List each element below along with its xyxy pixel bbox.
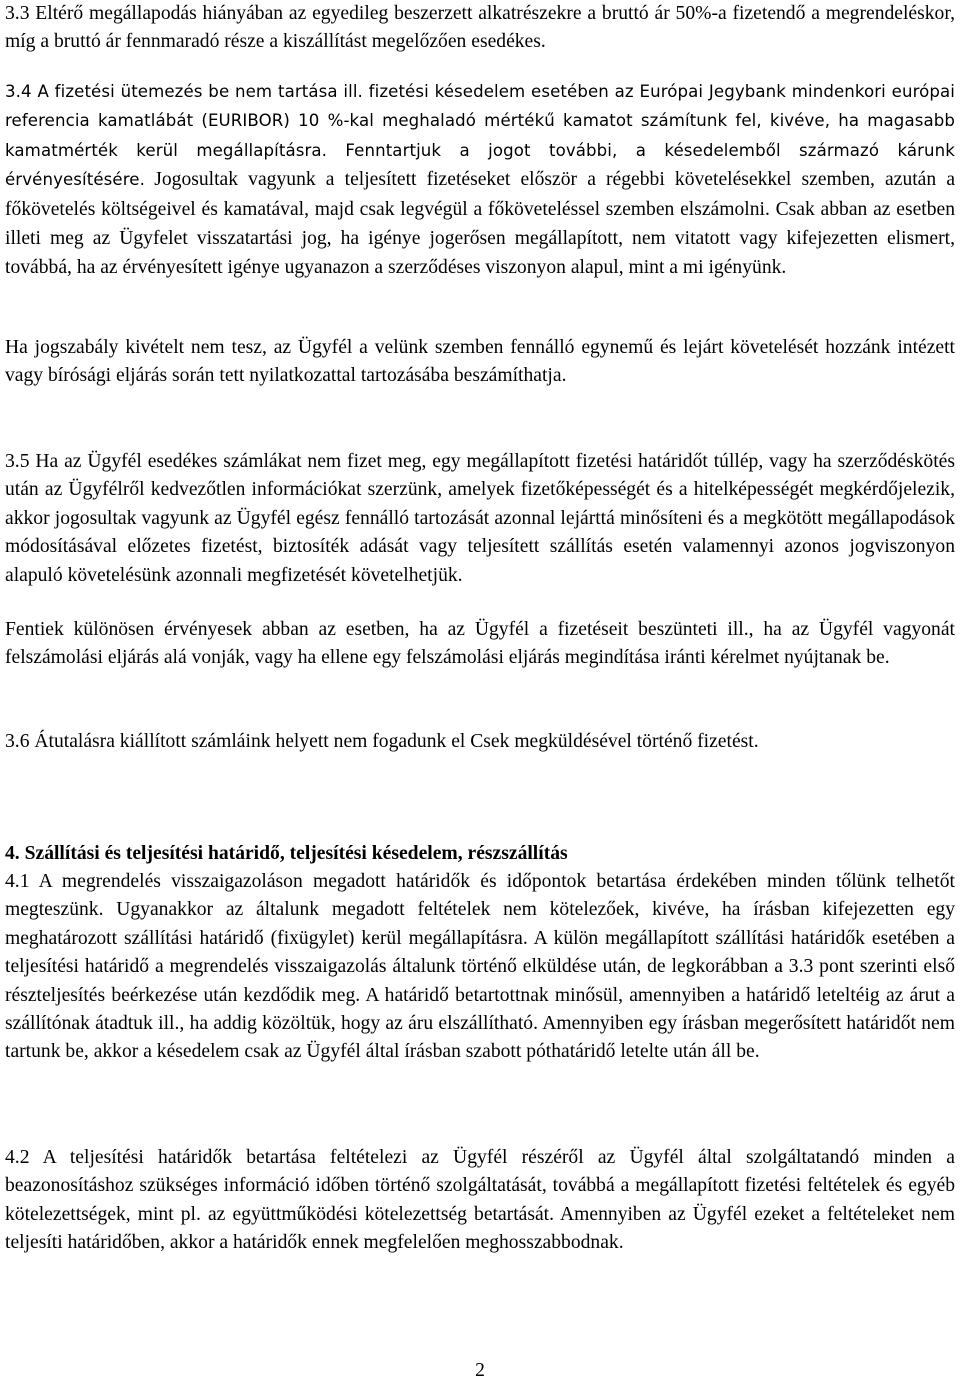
paragraph-3-5-insolvency: Fentiek különösen érvényesek abban az esetben, ha az Ügyfél a fizetéseit beszünteti ill., ha az Ügyfél vagyonát felszámolási eljárás alá vonják, vagy ha ellene egy felszámolási eljárás megindítása iránti kérelmet nyújtanak be. bbox=[5, 619, 955, 669]
paragraph-4-2: 4.2 A teljesítési határidők betartása feltételezi az Ügyfél részéről az Ügyfél által szolgáltatandó minden a beazonosításhoz szükséges információ időben történő szolgáltatását, továbbá a megállapított fizetési feltételek és egyéb kötelezettségek, mint pl. az együttműködési kötelezettség betartását. Amennyiben az Ügyfél ezeket a feltételeket nem teljesíti határidőben, akkor a határidők ennek megfelelően meghosszabbodnak. bbox=[5, 1147, 955, 1254]
section-4-heading: 4. Szállítási és teljesítési határidő, teljesítési késedelem, részszállítás bbox=[5, 843, 568, 864]
page-number: 2 bbox=[475, 1360, 485, 1381]
paragraph-4-1: 4.1 A megrendelés visszaigazoláson megadott határidők és időpontok betartása érdekében minden tőlünk telhetőt megteszünk. Ugyanakkor az általunk megadott feltételek nem kötelezőek, kivéve, ha írásban kifejezetten egy meghatározott szállítási határidő (fixügylet) kerül megállapításra. A külön megállapított szállítási határidők esetében a teljesítési határidő a megrendelés visszaigazolás általunk történő elküldése után, de legkorábban a 3.3 pont szerinti első részteljesítés beérkezése után kezdődik meg. A határidő betartottnak minősül, amennyiben a határidő leteltéig az árut a szállítónak átadtuk ill., ha addig közöltük, hogy az áru elszállítható. Amennyiben egy írásban megerősített határidőt nem tartunk be, akkor a késedelem csak az Ügyfél által írásban szabott póthatáridő letelte után áll be. bbox=[5, 871, 955, 1063]
paragraph-3-6: 3.6 Átutalásra kiállított számláink helyett nem fogadunk el Csek megküldésével történő fizetést. bbox=[5, 731, 759, 752]
paragraph-3-4-set-off: Ha jogszabály kivételt nem tesz, az Ügyfél a velünk szemben fennálló egynemű és lejárt követelését hozzánk intézett vagy bírósági eljárás során tett nyilatkozattal tartozásába beszámíthatja. bbox=[5, 337, 955, 387]
paragraph-3-4-sans: 3.4 A fizetési ütemezés be nem tartása ill. fizetési késedelem esetében az Európai Jegybank mindenkori európai referencia kamatlábát (EURIBOR) 10 %-kal meghaladó mértékű kamatot számítunk fel, kivéve, ha magasabb kamatmérték kerül megállapításra. Fenntartjuk a jogot további, a késedelemből származó kárunk érvényesítésére. bbox=[5, 82, 955, 190]
paragraph-3-3: 3.3 Eltérő megállapodás hiányában az egyedileg beszerzett alkatrészekre a bruttó ár 50%-a fizetendő a megrendeléskor, míg a bruttó ár fennmaradó része a kiszállítást megelőzően esedékes. bbox=[5, 3, 955, 53]
paragraph-3-4-serif: Jogosultak vagyunk a teljesített fizetéseket először a régebbi követelésekkel szemben, azután a főkövetelés költségeivel és kamatával, majd csak legvégül a főköveteléssel szemben elszámolni. Csak abban az esetben illeti meg az Ügyfelet visszatartási jog, ha igénye jogerősen megállapított, nem vitatott vagy kifejezetten elismert, továbbá, ha az érvényesített igénye ugyanazon a szerződéses viszonyon alapul, mint a mi igényünk. bbox=[5, 169, 956, 279]
paragraph-3-4-mixed bbox=[5, 78, 955, 284]
paragraph-3-5: 3.5 Ha az Ügyfél esedékes számlákat nem fizet meg, egy megállapított fizetési határidőt túllép, vagy ha szerződéskötés után az Ügyfélről kedvezőtlen információkat szerzünk, amelyek fizetőképességét és a hitelképességét megkérdőjelezik, akkor jogosultak vagyunk az Ügyfél egész fennálló tartozását azonnal lejárttá minősíteni és a megkötött megállapodások módosításával előzetes fizetést, biztosíték adását vagy teljesített szállítás esetén valamennyi azonos jogviszonyon alapuló követelésünk azonnali megfizetését követelhetjük. bbox=[5, 451, 955, 586]
